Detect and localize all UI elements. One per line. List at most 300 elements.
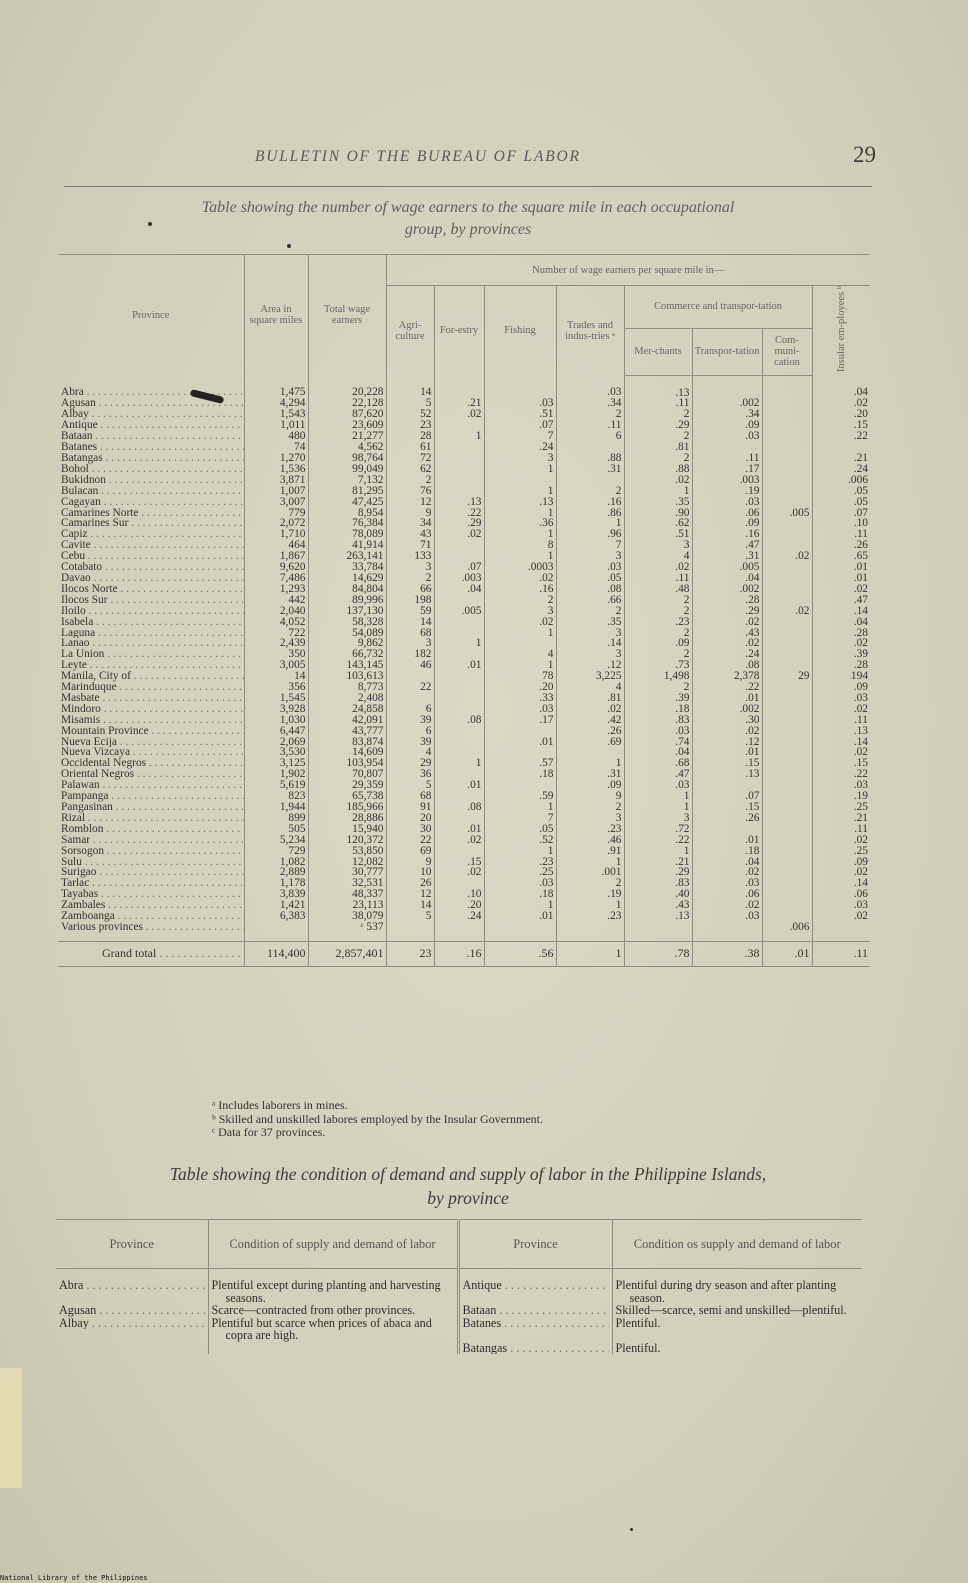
- table-cell: 78,089: [308, 529, 386, 540]
- table-row: [58, 464, 870, 475]
- table-cell: .04: [434, 584, 484, 595]
- table-cell: 54,089: [308, 628, 386, 639]
- table-cell: .47: [624, 769, 692, 780]
- table-cell: .005: [692, 562, 762, 573]
- table-cell: .16: [434, 941, 484, 966]
- table-cell: 185,966: [308, 802, 386, 813]
- table-row: [58, 824, 870, 835]
- table-cell: 61: [386, 442, 434, 453]
- table-row: [58, 617, 870, 628]
- table-cell: 42,091: [308, 715, 386, 726]
- table-cell: .21: [434, 398, 484, 409]
- table-cell: [434, 486, 484, 497]
- table-cell: .11: [692, 453, 762, 464]
- table-cell: [762, 617, 812, 628]
- table-cell: .003: [434, 573, 484, 584]
- province-name: Oriental Negros . . .: [58, 769, 244, 780]
- table-row: [58, 375, 870, 398]
- table-cell: .03: [692, 878, 762, 889]
- table-cell: .40: [624, 889, 692, 900]
- table-cell: 7: [484, 431, 556, 442]
- table-row: [58, 638, 870, 649]
- table-cell: .51: [624, 529, 692, 540]
- table-cell: [762, 846, 812, 857]
- table-cell: 68: [386, 791, 434, 802]
- table-cell: .10: [812, 518, 870, 529]
- table-cell: 30: [386, 824, 434, 835]
- table-cell: 3: [556, 649, 624, 660]
- table-cell: [762, 747, 812, 758]
- table-cell: [484, 747, 556, 758]
- table-cell: 4,562: [308, 442, 386, 453]
- table-cell: [434, 453, 484, 464]
- table-cell: [762, 813, 812, 824]
- table-cell: 98,764: [308, 453, 386, 464]
- table-row: [58, 508, 870, 519]
- table-cell: .72: [624, 824, 692, 835]
- table-cell: 2: [556, 802, 624, 813]
- table-cell: .24: [484, 442, 556, 453]
- table-cell: 53,850: [308, 846, 386, 857]
- table-cell: .33: [484, 693, 556, 704]
- table-cell: .07: [692, 791, 762, 802]
- table-cell: [762, 715, 812, 726]
- table-cell: 1: [434, 638, 484, 649]
- province-name: Zambales . . .: [58, 900, 244, 911]
- table-cell: .11: [624, 573, 692, 584]
- table-row: [58, 693, 870, 704]
- table-cell: [434, 693, 484, 704]
- wage-table-body: [58, 375, 870, 966]
- province-name: Misamis . . .: [58, 715, 244, 726]
- province-name: Sulu . . .: [58, 857, 244, 868]
- table-cell: .96: [556, 529, 624, 540]
- table-cell: 899: [244, 813, 308, 824]
- table-cell: .43: [692, 628, 762, 639]
- table-cell: [762, 420, 812, 431]
- table-cell: 46: [386, 660, 434, 671]
- table-cell: [386, 922, 434, 941]
- table-cell: .57: [484, 758, 556, 769]
- table-cell: 2: [556, 878, 624, 889]
- footnotes: [212, 1099, 543, 1140]
- labor-condition: Plentiful.: [615, 1315, 661, 1330]
- table-cell: .001: [556, 867, 624, 878]
- table-cell: .30: [692, 715, 762, 726]
- table-cell: .01: [434, 780, 484, 791]
- table-cell: [434, 922, 484, 941]
- table-cell: 29: [386, 758, 434, 769]
- table-cell: .20: [484, 682, 556, 693]
- province-name: Cebu . . .: [58, 551, 244, 562]
- table-cell: [762, 398, 812, 409]
- table-cell: .01: [434, 660, 484, 671]
- table-cell: .38: [692, 941, 762, 966]
- table-cell: 3,225: [556, 671, 624, 682]
- table-cell: 1,011: [244, 420, 308, 431]
- table-cell: 62: [386, 464, 434, 475]
- table-cell: 7: [484, 813, 556, 824]
- table-cell: 4,052: [244, 617, 308, 628]
- table-cell: 2,378: [692, 671, 762, 682]
- table-cell: 22,128: [308, 398, 386, 409]
- table-cell: 1: [556, 900, 624, 911]
- table-cell: .35: [556, 617, 624, 628]
- table-cell: 8: [484, 540, 556, 551]
- table-cell: 84,804: [308, 584, 386, 595]
- table-cell: [556, 747, 624, 758]
- header-merchants: Mer-chants: [624, 328, 692, 375]
- province-name: Camarines Sur . . .: [58, 518, 244, 529]
- table-cell: .08: [434, 715, 484, 726]
- table-cell: [434, 420, 484, 431]
- table-cell: 74: [244, 442, 308, 453]
- table-cell: 137,130: [308, 606, 386, 617]
- table-row: [58, 398, 870, 409]
- table-cell: .23: [556, 824, 624, 835]
- table-cell: .29: [624, 420, 692, 431]
- table-cell: .02: [434, 835, 484, 846]
- table-cell: 81,295: [308, 486, 386, 497]
- table-row: [58, 540, 870, 551]
- table-cell: .09: [692, 518, 762, 529]
- table-cell: 14: [386, 900, 434, 911]
- table-cell: [762, 726, 812, 737]
- table-cell: 39: [386, 737, 434, 748]
- table-cell: 1: [434, 758, 484, 769]
- province-name: Bulacan . . .: [58, 486, 244, 497]
- table-cell: .31: [692, 551, 762, 562]
- table-cell: 1,543: [244, 409, 308, 420]
- table-cell: [692, 922, 762, 941]
- table-row: [58, 486, 870, 497]
- table-cell: 1: [556, 518, 624, 529]
- table-cell: [762, 693, 812, 704]
- table-cell: 59: [386, 606, 434, 617]
- labor-condition-table: [56, 1219, 862, 1354]
- table-cell: .06: [692, 508, 762, 519]
- table-cell: 28,886: [308, 813, 386, 824]
- table-cell: .01: [692, 747, 762, 758]
- table-cell: [762, 486, 812, 497]
- table-cell: 43,777: [308, 726, 386, 737]
- table-cell: .03: [484, 398, 556, 409]
- table-cell: .02: [692, 900, 762, 911]
- table-cell: 1: [556, 941, 624, 966]
- table-cell: .01: [812, 573, 870, 584]
- table-row: [58, 889, 870, 900]
- table-cell: 4: [624, 551, 692, 562]
- table-cell: 2: [484, 595, 556, 606]
- table-cell: 1,867: [244, 551, 308, 562]
- table-row: [58, 857, 870, 868]
- bulletin-title: BULLETIN OF THE BUREAU OF LABOR: [255, 148, 581, 165]
- table-cell: .01: [762, 941, 812, 966]
- table-cell: 4: [386, 747, 434, 758]
- table-cell: .86: [556, 508, 624, 519]
- province-name: Zamboanga . . .: [58, 911, 244, 922]
- table-cell: 32,531: [308, 878, 386, 889]
- table-cell: 14,609: [308, 747, 386, 758]
- province-name: Mountain Province . . .: [58, 726, 244, 737]
- table-cell: .01: [692, 693, 762, 704]
- table-cell: .02: [762, 606, 812, 617]
- table-cell: .59: [484, 791, 556, 802]
- table-cell: 143,145: [308, 660, 386, 671]
- running-head: [0, 142, 968, 170]
- table-cell: 7,486: [244, 573, 308, 584]
- province-name: Laguna . . .: [58, 628, 244, 639]
- table-cell: .12: [692, 737, 762, 748]
- province-name: Romblon . . .: [58, 824, 244, 835]
- table-cell: .43: [624, 900, 692, 911]
- table-cell: .22: [812, 769, 870, 780]
- header-transportation: Transpor-tation: [692, 328, 762, 375]
- table-cell: .04: [692, 857, 762, 868]
- table-cell: [692, 375, 762, 398]
- table-cell: .13: [484, 497, 556, 508]
- table-cell: 6: [556, 431, 624, 442]
- table-cell: 1: [484, 529, 556, 540]
- table-cell: 14: [386, 617, 434, 628]
- table-cell: .11: [812, 715, 870, 726]
- table-cell: .11: [556, 420, 624, 431]
- table-cell: [762, 584, 812, 595]
- province-name: Albay . . .: [58, 409, 244, 420]
- table-cell: [812, 922, 870, 941]
- province-name: Samar . . .: [58, 835, 244, 846]
- table-cell: [762, 638, 812, 649]
- table-cell: 76,384: [308, 518, 386, 529]
- table-cell: .12: [556, 660, 624, 671]
- table-cell: 6,447: [244, 726, 308, 737]
- table-cell: .83: [624, 878, 692, 889]
- table-cell: .74: [624, 737, 692, 748]
- table-cell: [762, 900, 812, 911]
- table-cell: [762, 628, 812, 639]
- table-cell: 24,858: [308, 704, 386, 715]
- table-cell: 30,777: [308, 867, 386, 878]
- table-cell: 14: [244, 671, 308, 682]
- table-cell: .01: [484, 911, 556, 922]
- table-row: [56, 1342, 862, 1355]
- table-cell: .002: [692, 704, 762, 715]
- table-cell: [434, 628, 484, 639]
- table-cell: 66: [386, 584, 434, 595]
- library-footer: National Library of the Philippines: [0, 1574, 148, 1582]
- table-cell: 3: [484, 606, 556, 617]
- table-row: [58, 704, 870, 715]
- header-province-left: Province: [56, 1220, 208, 1269]
- table-cell: .26: [812, 540, 870, 551]
- table-cell: .88: [624, 464, 692, 475]
- table-cell: 83,874: [308, 737, 386, 748]
- table-cell: .006: [812, 475, 870, 486]
- table-cell: [762, 540, 812, 551]
- table-cell: .006: [762, 922, 812, 941]
- table-cell: 263,141: [308, 551, 386, 562]
- table-cell: 20: [386, 813, 434, 824]
- table-row: [58, 911, 870, 922]
- table-cell: [434, 769, 484, 780]
- table-cell: 103,954: [308, 758, 386, 769]
- province-name: Tarlac . . .: [58, 878, 244, 889]
- table-cell: .02: [484, 573, 556, 584]
- grand-total-label: Grand total . . .: [58, 941, 244, 966]
- labor-table-body: [56, 1269, 862, 1355]
- header-commerce: Commerce and transpor-tation: [624, 286, 812, 329]
- table-cell: 729: [244, 846, 308, 857]
- table-cell: .03: [812, 780, 870, 791]
- table-row: [58, 846, 870, 857]
- table-cell: 2: [624, 628, 692, 639]
- header-rule: [64, 186, 872, 187]
- table-cell: 9: [386, 508, 434, 519]
- table-row: [58, 922, 870, 941]
- table-cell: 3,839: [244, 889, 308, 900]
- table-cell: .02: [484, 617, 556, 628]
- table-cell: 39: [386, 715, 434, 726]
- table-cell: 68: [386, 628, 434, 639]
- table-cell: .13: [434, 497, 484, 508]
- table-cell: 6: [386, 726, 434, 737]
- table-cell: [434, 375, 484, 398]
- table-cell: .13: [812, 726, 870, 737]
- labor-condition: Plentiful except during planting and harvesting seasons.: [211, 1278, 441, 1305]
- table-cell: .02: [692, 638, 762, 649]
- table-cell: 4,294: [244, 398, 308, 409]
- table-row: [58, 671, 870, 682]
- province-name: Tayabas . . .: [58, 889, 244, 900]
- table-cell: .02: [812, 704, 870, 715]
- table-cell: [692, 780, 762, 791]
- table-cell: .04: [624, 747, 692, 758]
- table-cell: .31: [556, 769, 624, 780]
- table-cell: 34: [386, 518, 434, 529]
- header-forestry: For-estry: [434, 286, 484, 376]
- table-row: [58, 573, 870, 584]
- table-cell: .36: [484, 518, 556, 529]
- table-row: [58, 442, 870, 453]
- table-cell: [556, 442, 624, 453]
- table-cell: 21,277: [308, 431, 386, 442]
- table-cell: 1: [624, 486, 692, 497]
- province-name: Ilocos Norte . . .: [58, 584, 244, 595]
- table-cell: 1,710: [244, 529, 308, 540]
- table-cell: 2: [556, 486, 624, 497]
- table-cell: [762, 573, 812, 584]
- table-cell: [762, 475, 812, 486]
- table-cell: [812, 442, 870, 453]
- table-cell: [434, 878, 484, 889]
- province-name: Mindoro . . .: [58, 704, 244, 715]
- table-cell: 89,996: [308, 595, 386, 606]
- table-cell: 14,629: [308, 573, 386, 584]
- table-cell: 2: [624, 409, 692, 420]
- table-cell: 65,738: [308, 791, 386, 802]
- table-cell: 2: [386, 475, 434, 486]
- table-row: [58, 562, 870, 573]
- table-cell: 442: [244, 595, 308, 606]
- table-cell: .20: [434, 900, 484, 911]
- table-cell: 3: [624, 540, 692, 551]
- labor-condition: Plentiful but scarce when prices of abaca and copra are high.: [211, 1315, 432, 1342]
- table-cell: 3: [386, 638, 434, 649]
- header-province-right: Province: [458, 1220, 612, 1269]
- province-name: Albay . . .: [59, 1317, 205, 1330]
- table-cell: 5: [386, 398, 434, 409]
- table-cell: ᶜ 537: [308, 922, 386, 941]
- table-cell: [434, 649, 484, 660]
- table-row: [58, 726, 870, 737]
- table-cell: 29: [762, 671, 812, 682]
- table-cell: 15,940: [308, 824, 386, 835]
- table-row: [58, 409, 870, 420]
- table-cell: 9,620: [244, 562, 308, 573]
- table-cell: [386, 693, 434, 704]
- table-cell: [762, 529, 812, 540]
- table-cell: .02: [434, 409, 484, 420]
- table-cell: [434, 737, 484, 748]
- table-cell: 3: [556, 813, 624, 824]
- table-cell: .48: [624, 584, 692, 595]
- table-cell: [762, 464, 812, 475]
- table-cell: .16: [484, 584, 556, 595]
- province-name: Capiz . . .: [58, 529, 244, 540]
- table-cell: [244, 922, 308, 941]
- table-cell: .22: [624, 835, 692, 846]
- table-cell: 2: [556, 606, 624, 617]
- table-cell: .29: [692, 606, 762, 617]
- table-cell: 72: [386, 453, 434, 464]
- table-cell: .19: [556, 889, 624, 900]
- table-row: [58, 584, 870, 595]
- table-cell: 2: [624, 606, 692, 617]
- table-cell: .02: [812, 867, 870, 878]
- table-cell: 120,372: [308, 835, 386, 846]
- table-cell: .24: [812, 464, 870, 475]
- table-cell: 1: [484, 486, 556, 497]
- table-cell: [762, 649, 812, 660]
- table-cell: .83: [624, 715, 692, 726]
- table-cell: .01: [434, 824, 484, 835]
- table-cell: [762, 375, 812, 398]
- table-cell: .03: [692, 911, 762, 922]
- table-cell: 3: [484, 453, 556, 464]
- province-name: Manila, City of . . .: [58, 671, 244, 682]
- table-cell: [762, 802, 812, 813]
- table-cell: 5,619: [244, 780, 308, 791]
- province-name: Abra . . .: [58, 375, 244, 398]
- table-cell: 48,337: [308, 889, 386, 900]
- table-cell: .03: [484, 704, 556, 715]
- table-cell: .01: [812, 562, 870, 573]
- labor-condition: Plentiful during dry season and after planting season.: [615, 1278, 837, 1305]
- table-cell: .22: [812, 431, 870, 442]
- table-row: [58, 606, 870, 617]
- table-cell: .22: [692, 682, 762, 693]
- table-cell: .01: [692, 835, 762, 846]
- table-row: [58, 453, 870, 464]
- table-cell: [762, 867, 812, 878]
- table-cell: .66: [556, 595, 624, 606]
- table-cell: [434, 595, 484, 606]
- province-name: Isabela . . .: [58, 617, 244, 628]
- table-cell: .28: [812, 628, 870, 639]
- table-cell: .03: [556, 375, 624, 398]
- table-cell: [762, 518, 812, 529]
- header-number-per-square-mile: Number of wage earners per square mile in—: [386, 255, 870, 286]
